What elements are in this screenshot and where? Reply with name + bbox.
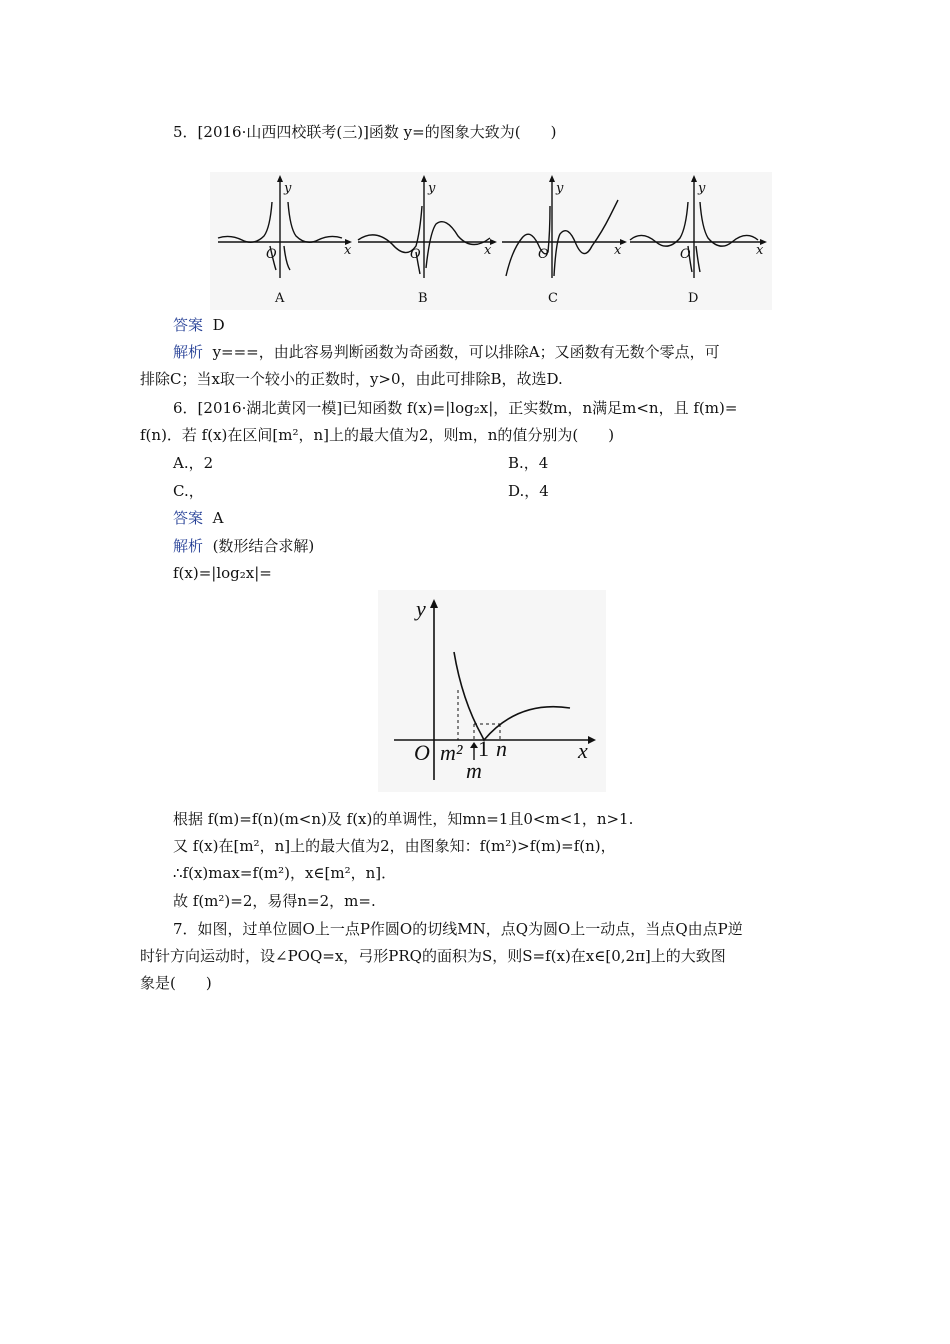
y-axis-label: y [416, 596, 426, 621]
m-label: m [466, 758, 482, 783]
q6-graph [378, 590, 606, 792]
q5-label-b: B [418, 291, 428, 306]
q6-graph-svg [378, 590, 606, 792]
analysis-label: 解析 [173, 537, 204, 555]
n-label: n [496, 736, 507, 761]
q6-option-b: B.，4 [508, 454, 549, 472]
answer-value: A [212, 509, 224, 527]
q6-option-d: D.，4 [508, 482, 549, 500]
svg-text:x: x [614, 243, 622, 258]
svg-text:y: y [698, 181, 706, 196]
q7-line-1: 7．如图，过单位圆O上一点P作圆O的切线MN，点Q为圆O上一动点，当点Q由点P逆 [173, 920, 743, 938]
q6-answer [173, 507, 223, 529]
one-label: 1 [478, 736, 489, 761]
analysis-text: y===，由此容易判断函数为奇函数，可以排除A；又函数有无数个零点，可 [212, 343, 720, 361]
answer-label: 答案 [173, 509, 204, 527]
q5-stem [173, 121, 556, 143]
q5-figure [210, 172, 772, 310]
svg-text:x: x [484, 243, 492, 258]
q7-line-3: 象是( ) [140, 974, 212, 992]
svg-text:O: O [266, 247, 277, 262]
analysis-label: 解析 [173, 343, 204, 361]
origin-label: O [414, 740, 430, 765]
q5-label-d: D [688, 291, 699, 306]
svg-text:O: O [680, 247, 691, 262]
q5-stem-text: 函数 y=的图象大致为( ) [368, 123, 557, 141]
q5-label-a: A [275, 291, 285, 306]
q6-stem-2: f(n)．若 f(x)在区间[m²，n]上的最大值为2，则m，n的值分别为( ) [140, 426, 615, 444]
answer-label: 答案 [173, 316, 204, 334]
q6-analysis [173, 535, 314, 557]
svg-text:y: y [556, 181, 564, 196]
svg-text:x: x [756, 243, 764, 258]
q5-analysis-2: 排除C；当x取一个较小的正数时，y>0，由此可排除B，故选D. [140, 370, 563, 388]
q6-option-a: A.，2 [173, 454, 214, 472]
x-axis-label: x [578, 738, 588, 763]
answer-value: D [212, 316, 225, 334]
q6-body-1: 根据 f(m)=f(n)(m<n)及 f(x)的单调性，知mn=1且0<m<1，n>1. [173, 810, 634, 828]
svg-text:y: y [284, 181, 292, 196]
svg-text:O: O [410, 247, 421, 262]
q6-option-c: C.， [173, 482, 204, 500]
q5-number: 5． [173, 123, 198, 141]
q5-answer [173, 314, 225, 336]
svg-text:O: O [538, 247, 549, 262]
q6-formula: f(x)=|log₂x|= [173, 564, 272, 582]
svg-text:y: y [428, 181, 436, 196]
q6-stem-1: 6．[2016·湖北黄冈一模]已知函数 f(x)=|log₂x|，正实数m，n满足m<n，且 f(m)= [173, 399, 738, 417]
q6-body-4: 故 f(m²)=2，易得n=2，m=. [173, 892, 376, 910]
q6-body-2: 又 f(x)在[m²，n]上的最大值为2，由图象知：f(m²)>f(m)=f(n)， [173, 837, 616, 855]
q5-analysis-1 [173, 341, 720, 363]
q5-source: [2016·山西四校联考(三)] [197, 123, 369, 141]
m2-label: m² [440, 740, 463, 765]
q6-body-3: ∴f(x)max=f(m²)，x∈[m²，n]． [173, 864, 397, 882]
q5-label-c: C [548, 291, 558, 306]
analysis-note: (数形结合求解) [212, 537, 315, 555]
q5-graphs [210, 172, 772, 310]
svg-text:x: x [344, 243, 352, 258]
q7-line-2: 时针方向运动时，设∠POQ=x，弓形PRQ的面积为S，则S=f(x)在x∈[0,2π]上的大致图 [140, 947, 726, 965]
